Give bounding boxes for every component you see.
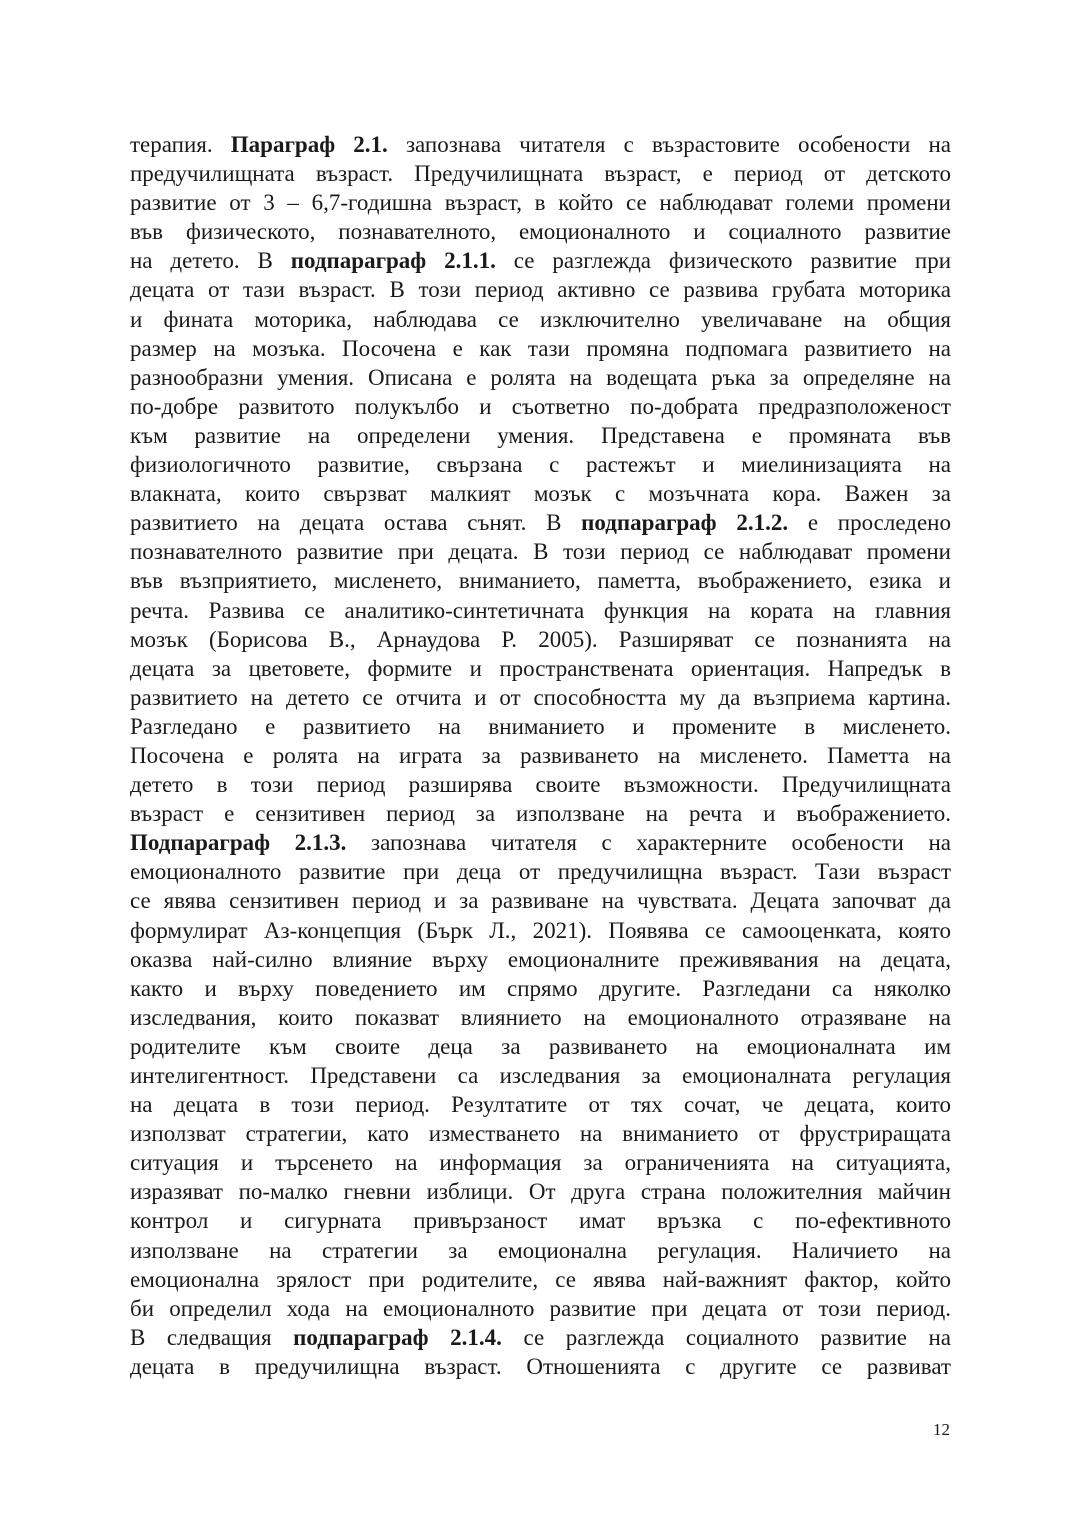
- text-run: изследвания, които показват влиянието на емоционалното отразяване на: [130, 1004, 951, 1030]
- text-line: [130, 1003, 951, 1032]
- text-run: оказва най-силно влияние върху емоционалните преживявания на децата,: [130, 946, 951, 972]
- text-run: би определил хода на емоционалното развитие при децата от този период.: [130, 1295, 951, 1321]
- text-run: Посочена е ролята на играта за развиването на мисленето. Паметта на: [130, 742, 951, 768]
- text-run: развитие от 3 – 6,7-годишна възраст, в който се наблюдават големи промени: [130, 190, 951, 216]
- text-run: запознава читателя с възрастовите особености на: [387, 132, 951, 157]
- text-line: [130, 1061, 951, 1090]
- text-run: терапия.: [130, 132, 231, 157]
- text-run: речта. Развива се аналитико-синтетичната функция на кората на главния: [130, 597, 951, 623]
- text-line: [130, 625, 951, 654]
- text-line: [130, 1323, 951, 1352]
- text-line: [130, 828, 951, 857]
- text-line: [130, 305, 951, 334]
- text-line: [130, 945, 951, 974]
- text-run: се явява сензитивен период и за развиване на чувствата. Децата започват да: [130, 888, 951, 914]
- text-run: размер на мозъка. Посочена е как тази промяна подпомага развитието на: [130, 335, 951, 361]
- text-run: Разгледано е развитието на вниманието и промените в мисленето.: [130, 713, 951, 739]
- text-line: [130, 1090, 951, 1119]
- text-line: [130, 1119, 951, 1148]
- text-line: [130, 857, 951, 886]
- text-run: емоционална зрялост при родителите, се явява най-важният фактор, който: [130, 1266, 951, 1292]
- text-line: [130, 392, 951, 421]
- text-run: познавателното развитие при децата. В този период се наблюдават промени: [130, 539, 951, 565]
- text-run: интелигентност. Представени са изследвания за емоционалната регулация: [130, 1063, 951, 1088]
- text-run: развитието на децата остава сънят. В: [130, 510, 582, 536]
- bold-heading-reference: Подпараграф 2.1.3.: [130, 830, 347, 856]
- text-run: възраст е сензитивен период за използване на речта и въображението.: [130, 801, 951, 827]
- text-line: [130, 1294, 951, 1323]
- text-line: [130, 537, 951, 566]
- bold-heading-reference: Параграф 2.1.: [230, 132, 388, 157]
- text-line: [130, 683, 951, 712]
- text-line: [130, 217, 951, 246]
- text-line: [130, 1032, 951, 1061]
- bold-heading-reference: подпараграф 2.1.1.: [290, 248, 496, 274]
- text-line: [130, 450, 951, 479]
- text-run: е проследено: [788, 510, 951, 536]
- text-line: [130, 1236, 951, 1265]
- text-run: във физическото, познавателното, емоционалното и социалното развитие: [130, 219, 951, 245]
- text-line: [130, 246, 951, 275]
- text-run: запознава читателя с характерните особености на: [346, 830, 951, 856]
- text-run: предучилищната възраст. Предучилищната възраст, е период от детското: [130, 161, 951, 187]
- text-line: [130, 916, 951, 945]
- text-run: по-добре развитото полукълбо и съответно по-добрата предразположеност: [130, 393, 951, 419]
- text-run: родителите към своите деца за развиването на емоционалната им: [130, 1033, 951, 1059]
- text-run: както и върху поведението им спрямо другите. Разгледани са няколко: [130, 975, 951, 1001]
- text-line: [130, 886, 951, 915]
- text-line: [130, 1177, 951, 1206]
- body-paragraph: [130, 130, 951, 1381]
- text-line: [130, 566, 951, 595]
- text-line: [130, 159, 951, 188]
- text-run: се разглежда физическото развитие при: [495, 248, 951, 274]
- text-line: [130, 508, 951, 537]
- text-line: [130, 363, 951, 392]
- text-run: мозък (Борисова В., Арнаудова Р. 2005). Разширяват се познанията на: [130, 626, 951, 652]
- text-run: използват стратегии, като изместването на вниманието от фрустриращата: [130, 1121, 951, 1147]
- text-run: емоционалното развитие при деца от предучилищна възраст. Тази възраст: [130, 859, 951, 885]
- bold-heading-reference: подпараграф 2.1.2.: [581, 510, 789, 536]
- text-run: и фината моторика, наблюдава се изключително увеличаване на общия: [130, 306, 951, 332]
- text-line: [130, 421, 951, 450]
- text-line: [130, 712, 951, 741]
- page-number: 12: [933, 1420, 950, 1439]
- text-line: [130, 130, 951, 159]
- text-run: детето в този период разширява своите възможности. Предучилищната: [130, 772, 951, 798]
- text-line: [130, 974, 951, 1003]
- text-run: ситуация и търсенето на информация за ограниченията на ситуацията,: [130, 1150, 951, 1176]
- text-run: във възприятието, мисленето, вниманието, паметта, въображението, езика и: [130, 568, 951, 594]
- text-line: [130, 1148, 951, 1177]
- text-run: изразяват по-малко гневни изблици. От друга страна положителния майчин: [130, 1179, 951, 1205]
- text-run: на децата в този период. Резултатите от тях сочат, че децата, които: [130, 1092, 951, 1118]
- text-line: [130, 275, 951, 304]
- text-line: [130, 799, 951, 828]
- text-run: контрол и сигурната привързаност имат връзка с по-ефективното: [130, 1208, 951, 1234]
- text-line: [130, 188, 951, 217]
- text-line: [130, 1206, 951, 1235]
- text-run: децата от тази възраст. В този период активно се развива грубата моторика: [130, 277, 951, 303]
- text-run: В следващия: [130, 1324, 294, 1350]
- text-line: [130, 334, 951, 363]
- text-run: към развитие на определени умения. Представена е промяната във: [130, 422, 951, 448]
- text-run: децата за цветовете, формите и пространствената ориентация. Напредък в: [130, 655, 951, 681]
- text-run: разнообразни умения. Описана е ролята на водещата ръка за определяне на: [130, 364, 951, 390]
- text-line: [130, 1265, 951, 1294]
- text-run: развитието на детето се отчита и от способността му да възприема картина.: [130, 684, 951, 710]
- text-run: влакната, които свързват малкият мозък с мозъчната кора. Важен за: [130, 481, 951, 507]
- text-run: се разглежда социалното развитие на: [501, 1324, 952, 1350]
- bold-heading-reference: подпараграф 2.1.4.: [293, 1324, 502, 1350]
- text-line: [130, 741, 951, 770]
- text-run: използване на стратегии за емоционална регулация. Наличието на: [130, 1237, 951, 1263]
- text-run: на детето. В: [130, 248, 291, 274]
- text-line: [130, 596, 951, 625]
- text-run: децата в предучилищна възраст. Отношенията с другите се развиват: [130, 1353, 951, 1379]
- text-line: [130, 654, 951, 683]
- text-line: [130, 770, 951, 799]
- text-line: [130, 479, 951, 508]
- text-run: физиологичното развитие, свързана с растежът и миелинизацията на: [130, 452, 951, 478]
- text-line: [130, 1352, 951, 1381]
- text-run: формулират Аз-концепция (Бърк Л., 2021). Появява се самооценката, която: [130, 917, 951, 943]
